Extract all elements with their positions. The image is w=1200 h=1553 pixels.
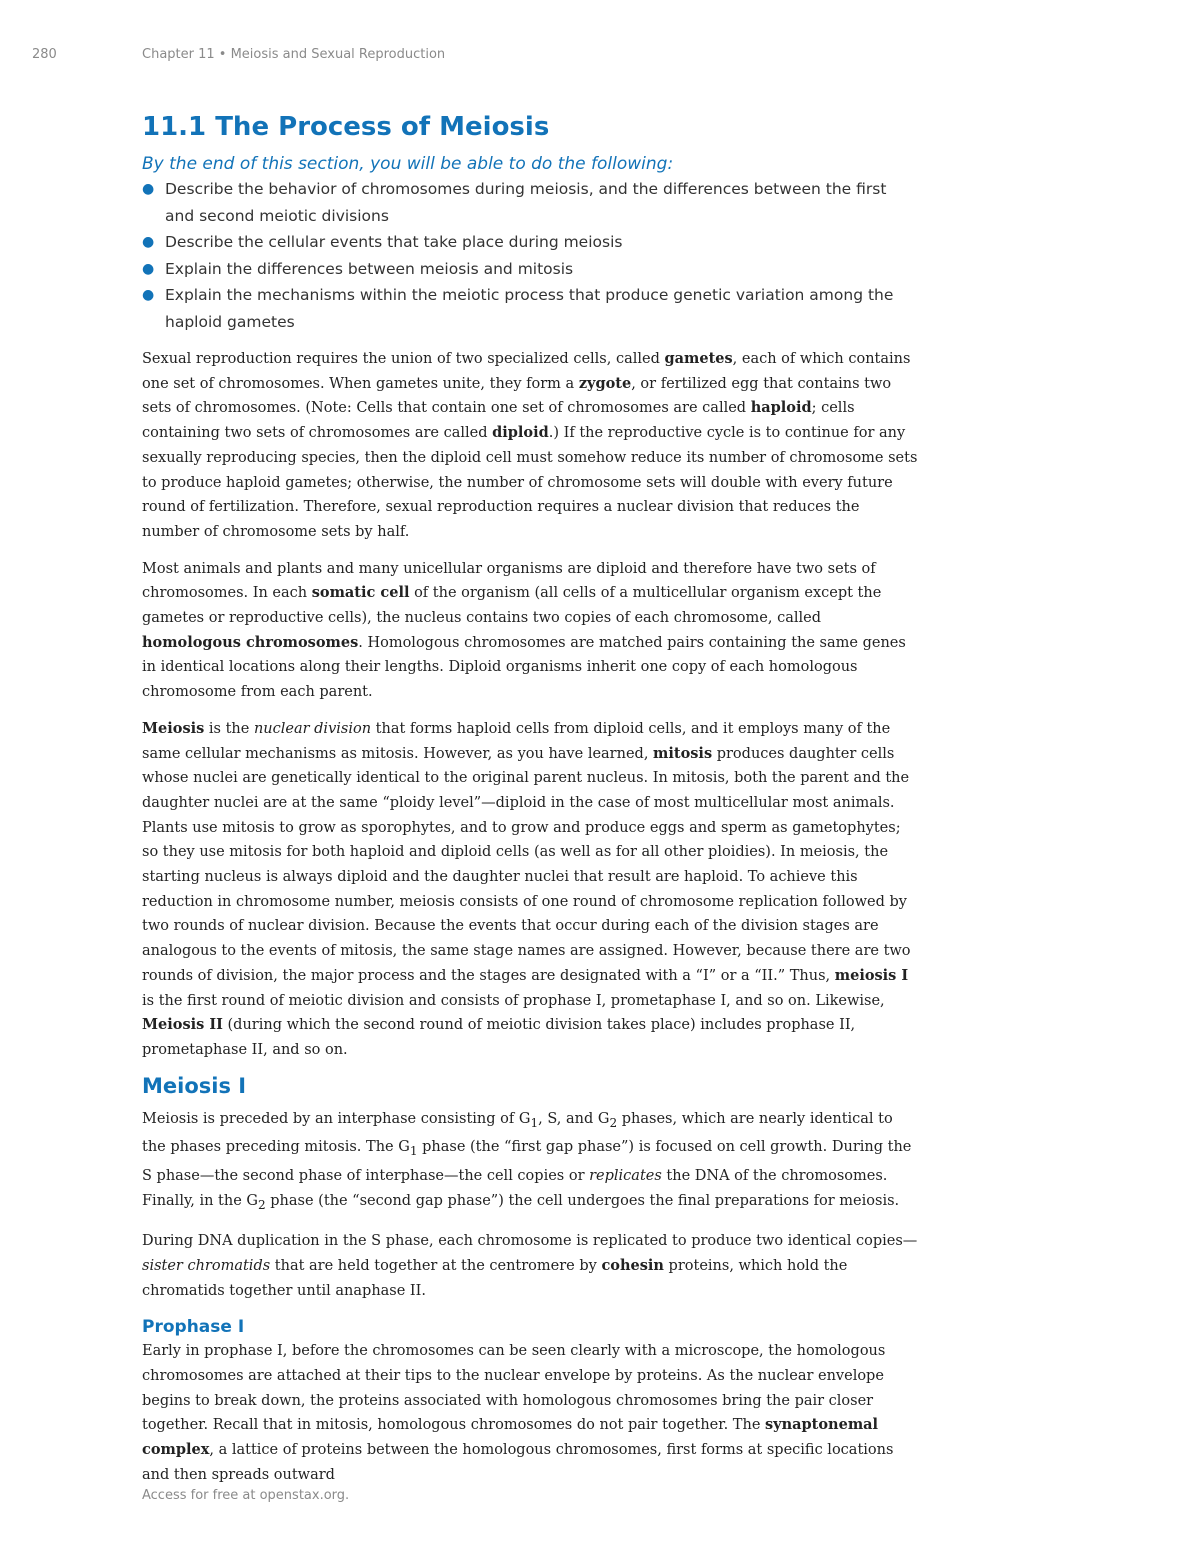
learning-objectives-list <box>142 176 918 335</box>
bullet-icon: ● <box>142 260 155 277</box>
bullet-icon: ● <box>142 234 155 250</box>
term-diploid: diploid <box>492 424 549 442</box>
section-title: 11.1 The Process of Meiosis <box>142 112 550 142</box>
term-somatic-cell: somatic cell <box>311 584 410 602</box>
running-header <box>32 47 445 67</box>
term-meiosis-ii: Meiosis II <box>142 1016 223 1034</box>
term-nuclear-division: nuclear division <box>253 720 372 737</box>
paragraph-homologous: Most animals and plants and many unicellular organisms are diploid and therefore have two sets of chromosomes. In each somatic cell of the organism (all cells of a multicellular organism except the gametes or reproductive cells), the nucleus contains two copies of each chromosome, called homologous chromosomes. Homologous chromosomes are matched pairs containing the same genes in identical locations along their lengths. Diploid organisms inherit one copy of each homologous chromosome from each parent. <box>142 560 906 701</box>
term-replicates: replicates <box>589 1167 662 1184</box>
objective-item: ● Explain the differences between meiosis and mitosis <box>142 256 918 283</box>
paragraph-prophase-i: Early in prophase I, before the chromosomes can be seen clearly with a microscope, the homologous chromosomes are attached at their tips to the nuclear envelope by proteins. As the nuclear envelope begins to break down, the proteins associated with homologous chromosomes bring the pair closer together. Recall that in mitosis, homologous chromosomes do not pair together. The synaptonemal complex, a lattice of proteins between the homologous chromosomes, first forms at specific locations and then spreads outward <box>142 1343 894 1483</box>
page-number: 280 <box>32 47 57 62</box>
term-haploid: haploid <box>750 399 812 417</box>
term-sister-chromatids: sister chromatids <box>142 1257 271 1274</box>
term-meiosis: Meiosis <box>142 719 205 737</box>
paragraph-interphase: Meiosis is preceded by an interphase consisting of $G_1$, S, and $G_2$ phases, which are nearly identical to the phases preceding mitosis. The $G_1$ phase (the “first gap phase”) is focused on cell growth. During the S phase—the second phase of interphase—the cell copies or replicates the DNA of the chromosomes. Finally, in the $G_2$ phase (the “second gap phase”) the cell undergoes the final preparations for meiosis. <box>142 1110 912 1212</box>
term-cohesin: cohesin <box>601 1256 664 1274</box>
term-synaptonemal-complex: synaptonemal complex <box>142 1416 879 1459</box>
objectives-intro: By the end of this section, you will be able to do the following: <box>142 154 674 174</box>
paragraph-dna-duplication: During DNA duplication in the S phase, each chromosome is replicated to produce two identical copies—sister chromatids that are held together at the centromere by cohesin proteins, which hold the chromatids together until anaphase II. <box>142 1233 918 1299</box>
objective-item: ● Describe the behavior of chromosomes during meiosis, and the differences between the first and second meiotic divisions <box>142 176 918 229</box>
heading-meiosis-i: Meiosis I <box>142 1073 247 1098</box>
term-gametes: gametes <box>664 350 733 367</box>
paragraph-meiosis: Meiosis is the nuclear division that forms haploid cells from diploid cells, and it employs many of the same cellular mechanisms as mitosis. However, as you have learned, mitosis produces daughter cells whose nuclei are genetically identical to the original parent nucleus. In mitosis, both the parent and the daughter nuclei are at the same “ploidy level”—diploid in the case of most multicellular most animals. Plants use mitosis to grow as sporophytes, and to grow and produce eggs and sperm as gametophytes; so they use mitosis for both haploid and diploid cells (as well as for all other ploidies). In meiosis, the starting nucleus is always diploid and the daughter nuclei that result are haploid. To achieve this reduction in chromosome number, meiosis consists of one round of chromosome replication followed by two rounds of nuclear division. Because the events that occur during each of the division stages are analogous to the events of mitosis, the same stage names are assigned. However, because there are two rounds of division, the major process and the stages are designated with a “I” or a “II.” Thus, meiosis I is the first round of meiotic division and consists of prophase I, prometaphase I, and so on. Likewise, Meiosis II (during which the second round of meiotic division takes place) includes prophase II, prometaphase II, and so on. <box>142 719 911 1058</box>
paragraph-gametes: Sexual reproduction requires the union of two specialized cells, called gametes, each of which contains one set of chromosomes. When gametes unite, they form a zygote, or fertilized egg that contains two sets of chromosomes. (Note: Cells that contain one set of chromosomes are called haploid; cells containing two sets of chromosomes are called diploid.) If the reproductive cycle is to continue for any sexually reproducing species, then the diploid cell must somehow reduce its number of chromosome sets to produce haploid gametes; otherwise, the number of chromosome sets will double with every future round of fertilization. Therefore, sexual reproduction requires a nuclear division that reduces the number of chromosome sets by half. <box>142 350 918 540</box>
chapter-title: Chapter 11 • Meiosis and Sexual Reproduction <box>142 47 446 62</box>
bullet-icon: ● <box>142 181 155 197</box>
objective-item: ● Explain the mechanisms within the meiotic process that produce genetic variation among the haploid gametes <box>142 282 918 335</box>
term-zygote: zygote <box>578 374 632 392</box>
term-homologous-chromosomes: homologous chromosomes <box>142 633 359 651</box>
term-mitosis: mitosis <box>653 744 713 762</box>
objective-item: ● Describe the cellular events that take place during meiosis <box>142 229 918 256</box>
main-content <box>142 108 918 1488</box>
page-footer: Access for free at openstax.org. <box>142 1488 350 1503</box>
term-meiosis-i: meiosis I <box>834 966 909 984</box>
heading-prophase-i: Prophase I <box>142 1317 245 1338</box>
bullet-icon: ● <box>142 287 155 303</box>
